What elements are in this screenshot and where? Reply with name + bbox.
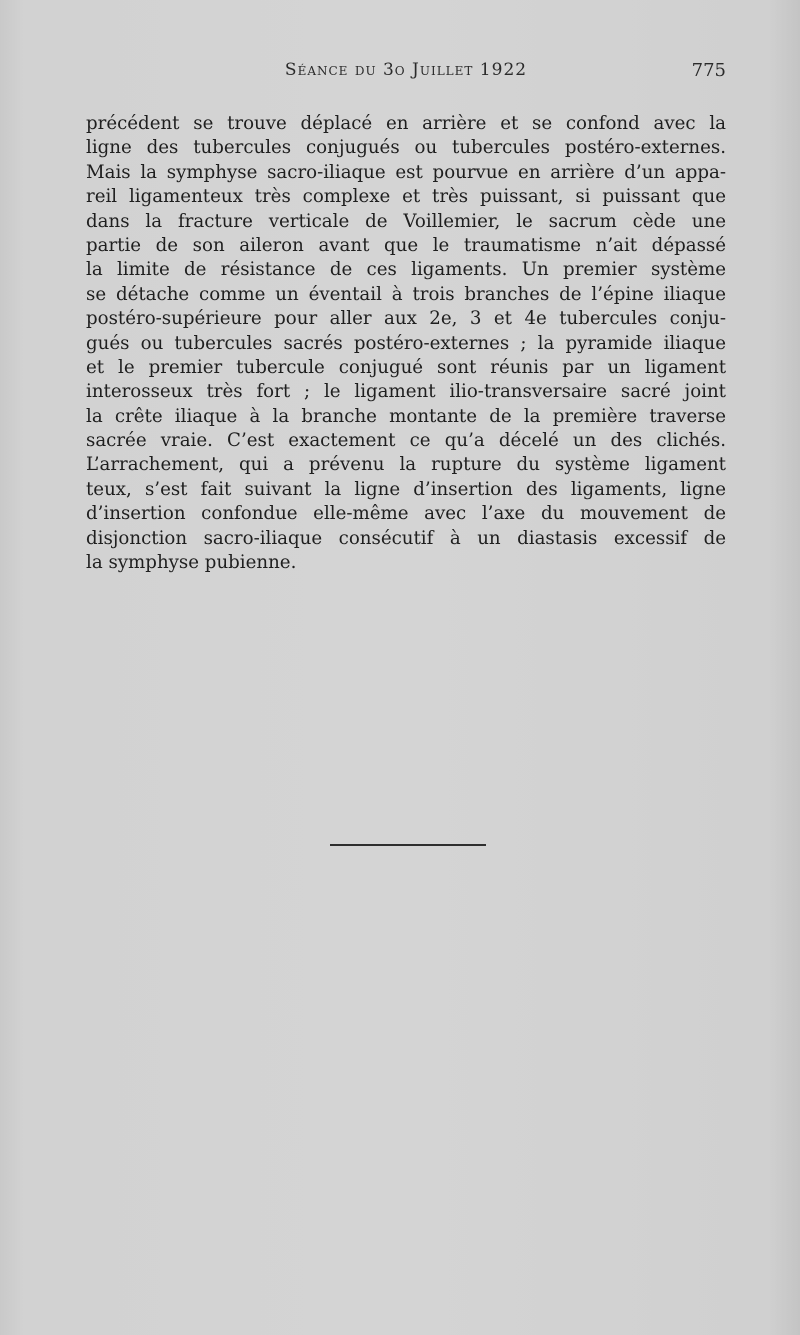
text-line: ligne des tubercules conjugués ou tubercules postéro-externes. [86, 137, 726, 159]
text-line: gués ou tubercules sacrés postéro-externes ; la pyramide iliaque [86, 332, 726, 354]
text-line: disjonction sacro-iliaque consécutif à un diastasis excessif de [86, 527, 726, 549]
text-line: se détache comme un éventail à trois branches de l’épine iliaque [86, 283, 726, 305]
page-header [86, 60, 726, 90]
body-paragraph [86, 112, 726, 575]
running-head: Séance du 3o Juillet 1922 [284, 60, 528, 80]
text-line: d’insertion confondue elle-même avec l’axe du mouvement de [86, 503, 726, 525]
text-line: sacrée vraie. C’est exactement ce qu’a décelé un des clichés. [86, 430, 726, 452]
text-line: et le premier tubercule conjugué sont réunis par un ligament [86, 356, 726, 378]
text-line: reil ligamenteux très complexe et très puissant, si puissant que [86, 186, 726, 208]
text-line: dans la fracture verticale de Voillemier, le sacrum cède une [86, 210, 726, 232]
text-line: teux, s’est fait suivant la ligne d’insertion des ligaments, ligne [86, 478, 726, 500]
text-line: L’arrachement, qui a prévenu la rupture du système ligament [86, 454, 726, 476]
text-line: partie de son aileron avant que le traumatisme n’ait dépassé [86, 234, 726, 256]
text-line: Mais la symphyse sacro-iliaque est pourvue en arrière d’un appa- [86, 161, 726, 183]
page-number: 775 [691, 60, 726, 81]
text-line: postéro-supérieure pour aller aux 2e, 3 et 4e tubercules conju- [86, 308, 726, 330]
text-line: la crête iliaque à la branche montante de la première traverse [86, 405, 726, 427]
text-line: la symphyse pubienne. [86, 552, 297, 574]
text-line: interosseux très fort ; le ligament ilio-transversaire sacré joint [86, 381, 726, 403]
end-rule-divider [330, 844, 486, 846]
text-line: précédent se trouve déplacé en arrière et se confond avec la [86, 113, 726, 134]
text-line: la limite de résistance de ces ligaments. Un premier système [86, 259, 726, 281]
